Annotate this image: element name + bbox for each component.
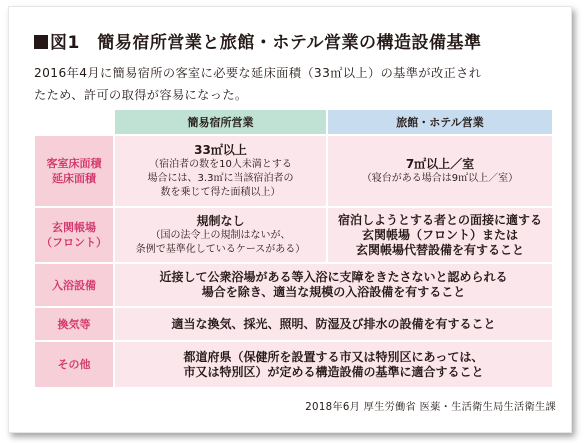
table-row-ventilation bbox=[34, 307, 553, 341]
table-corner bbox=[34, 109, 114, 135]
header-kani-shukusho: 簡易宿所営業 bbox=[114, 109, 327, 135]
square-bullet-icon bbox=[34, 35, 48, 49]
lead-line: 2016年4月に簡易宿所の客室に必要な延床面積（33㎡以上）の基準が改正され bbox=[34, 66, 482, 80]
figure-title-text: 簡易宿所営業と旅館・ホテル営業の構造設備基準 bbox=[97, 33, 482, 53]
comparison-table bbox=[33, 108, 554, 389]
cell-hotel-front-desk: 宿泊しようとする者との面接に適する 玄関帳場（フロント）または 玄関帳場代替設備を有すること bbox=[327, 207, 553, 263]
row-label-other: その他 bbox=[34, 341, 114, 388]
row-label-bathing: 入浴設備 bbox=[34, 263, 114, 307]
cell-hotel-floor-area: 7㎡以上／室 （寝台がある場合は9㎡以上／室） bbox=[327, 135, 553, 207]
cell-common-ventilation: 適当な換気、採光、照明、防湿及び排水の設備を有すること bbox=[114, 307, 553, 341]
cell-common-bathing: 近接して公衆浴場がある等入浴に支障をきたさないと認められる 場合を除き、適当な規模の入浴設備を有すること bbox=[114, 263, 553, 307]
row-label-ventilation: 換気等 bbox=[34, 307, 114, 341]
lead-paragraph bbox=[34, 62, 554, 106]
header-ryokan-hotel: 旅館・ホテル営業 bbox=[327, 109, 553, 135]
figure-title bbox=[34, 28, 482, 53]
source-credit: 2018年6月 厚生労働省 医薬・生活衛生局生活衛生課 bbox=[305, 402, 556, 413]
table-row-floor-area bbox=[34, 135, 553, 207]
cell-common-other: 都道府県（保健所を設置する市又は特別区にあっては、 市又は特別区）が定める構造設備の基準に適合すること bbox=[114, 341, 553, 388]
cell-kani-floor-area: 33㎡以上 （宿泊者の数を10人未満とする 場合には、3.3㎡に当該宿泊者の 数を乗じて得た面積以上） bbox=[114, 135, 327, 207]
row-label-front-desk: 玄関帳場 （フロント） bbox=[34, 207, 114, 263]
table-header-row bbox=[34, 109, 553, 135]
cell-kani-front-desk: 規制なし （国の法令上の規制はないが、 条例で基準化しているケースがある） bbox=[114, 207, 327, 263]
table-row-other bbox=[34, 341, 553, 388]
table-row-front-desk bbox=[34, 207, 553, 263]
figure-label: 図1 bbox=[50, 33, 80, 53]
table-row-bathing bbox=[34, 263, 553, 307]
row-label-floor-area: 客室床面積 延床面積 bbox=[34, 135, 114, 207]
lead-line: たため、許可の取得が容易になった。 bbox=[34, 88, 248, 102]
